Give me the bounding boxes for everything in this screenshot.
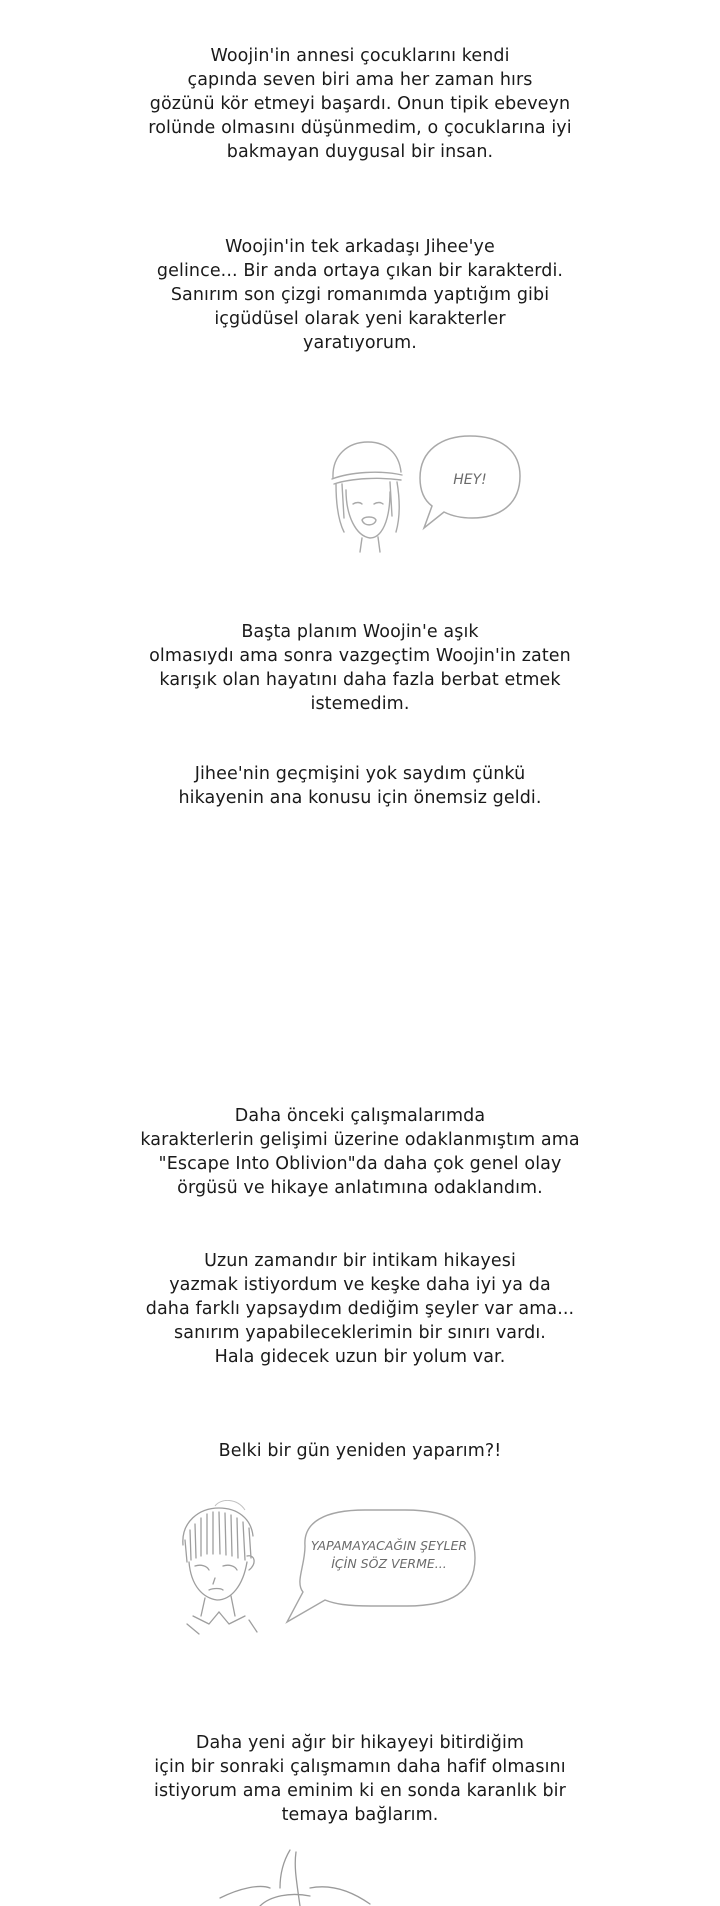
woojin-sketch [175, 1500, 560, 1650]
paragraph-mother [0, 44, 720, 164]
text-line: bakmayan duygusal bir insan. [226, 142, 494, 162]
text-line: olmasıydı ama sonra vazgeçtim Woojin'in zaten [149, 646, 571, 666]
partial-sketch [200, 1848, 400, 1906]
paragraph-next-work [0, 1731, 720, 1827]
text-line: çapında seven biri ama her zaman hırs [187, 70, 533, 90]
text-line: Jihee'nin geçmişini yok saydım çünkü [194, 764, 526, 784]
jihee-sketch [320, 420, 550, 560]
text-line: yaratıyorum. [303, 333, 417, 353]
woojin-bubble-line2: İÇİN SÖZ VERME... [331, 1556, 447, 1571]
text-line: daha farklı yapsaydım dediğim şeyler var ama... [145, 1299, 575, 1319]
text-line: Daha önceki çalışmalarımda [234, 1106, 486, 1126]
text-line: Başta planım Woojin'e aşık [241, 622, 479, 642]
text-line: istiyorum ama eminim ki en sonda karanlık bir [154, 1781, 566, 1801]
text-line: yazmak istiyordum ve keşke daha iyi ya da [169, 1275, 551, 1295]
text-line: karakterlerin gelişimi üzerine odaklanmıştım ama [140, 1130, 580, 1150]
text-line: Woojin'in annesi çocuklarını kendi [210, 46, 510, 66]
text-line: Daha yeni ağır bir hikayeyi bitirdiğim [195, 1733, 525, 1753]
text-line: temaya bağlarım. [281, 1805, 439, 1825]
text-line: istemedim. [310, 694, 410, 714]
paragraph-jihee-past [0, 762, 720, 810]
jihee-bubble-text: HEY! [453, 472, 487, 488]
text-line: içgüdüsel olarak yeni karakterler [214, 309, 506, 329]
text-line: karışık olan hayatını daha fazla berbat etmek [159, 670, 561, 690]
text-line: Woojin'in tek arkadaşı Jihee'ye [225, 237, 495, 257]
text-line: sanırım yapabileceklerimin bir sınırı vardı. [174, 1323, 546, 1343]
text-line: gelince... Bir anda ortaya çıkan bir karakterdi. [156, 261, 564, 281]
text-line: örgüsü ve hikaye anlatımına odaklandım. [177, 1178, 543, 1198]
paragraph-maybe-someday [0, 1439, 720, 1463]
paragraph-revenge-story [0, 1249, 720, 1369]
paragraph-previous-works [0, 1104, 720, 1200]
paragraph-jihee-plan [0, 620, 720, 716]
text-line: Sanırım son çizgi romanımda yaptığım gibi [170, 285, 550, 305]
text-line: "Escape Into Oblivion"da daha çok genel olay [158, 1154, 562, 1174]
woojin-bubble-line1: YAPAMAYACAĞIN ŞEYLER [310, 1538, 468, 1553]
text-line: gözünü kör etmeyi başardı. Onun tipik ebeveyn [149, 94, 571, 114]
text-line: rolünde olmasını düşünmedim, o çocuklarına iyi [148, 118, 572, 138]
text-line: Hala gidecek uzun bir yolum var. [214, 1347, 506, 1367]
text-line: Uzun zamandır bir intikam hikayesi [204, 1251, 516, 1271]
paragraph-jihee-friend [0, 235, 720, 355]
text-line: Belki bir gün yeniden yaparım?! [218, 1441, 502, 1461]
text-line: hikayenin ana konusu için önemsiz geldi. [178, 788, 542, 808]
text-line: için bir sonraki çalışmamın daha hafif olmasını [154, 1757, 566, 1777]
